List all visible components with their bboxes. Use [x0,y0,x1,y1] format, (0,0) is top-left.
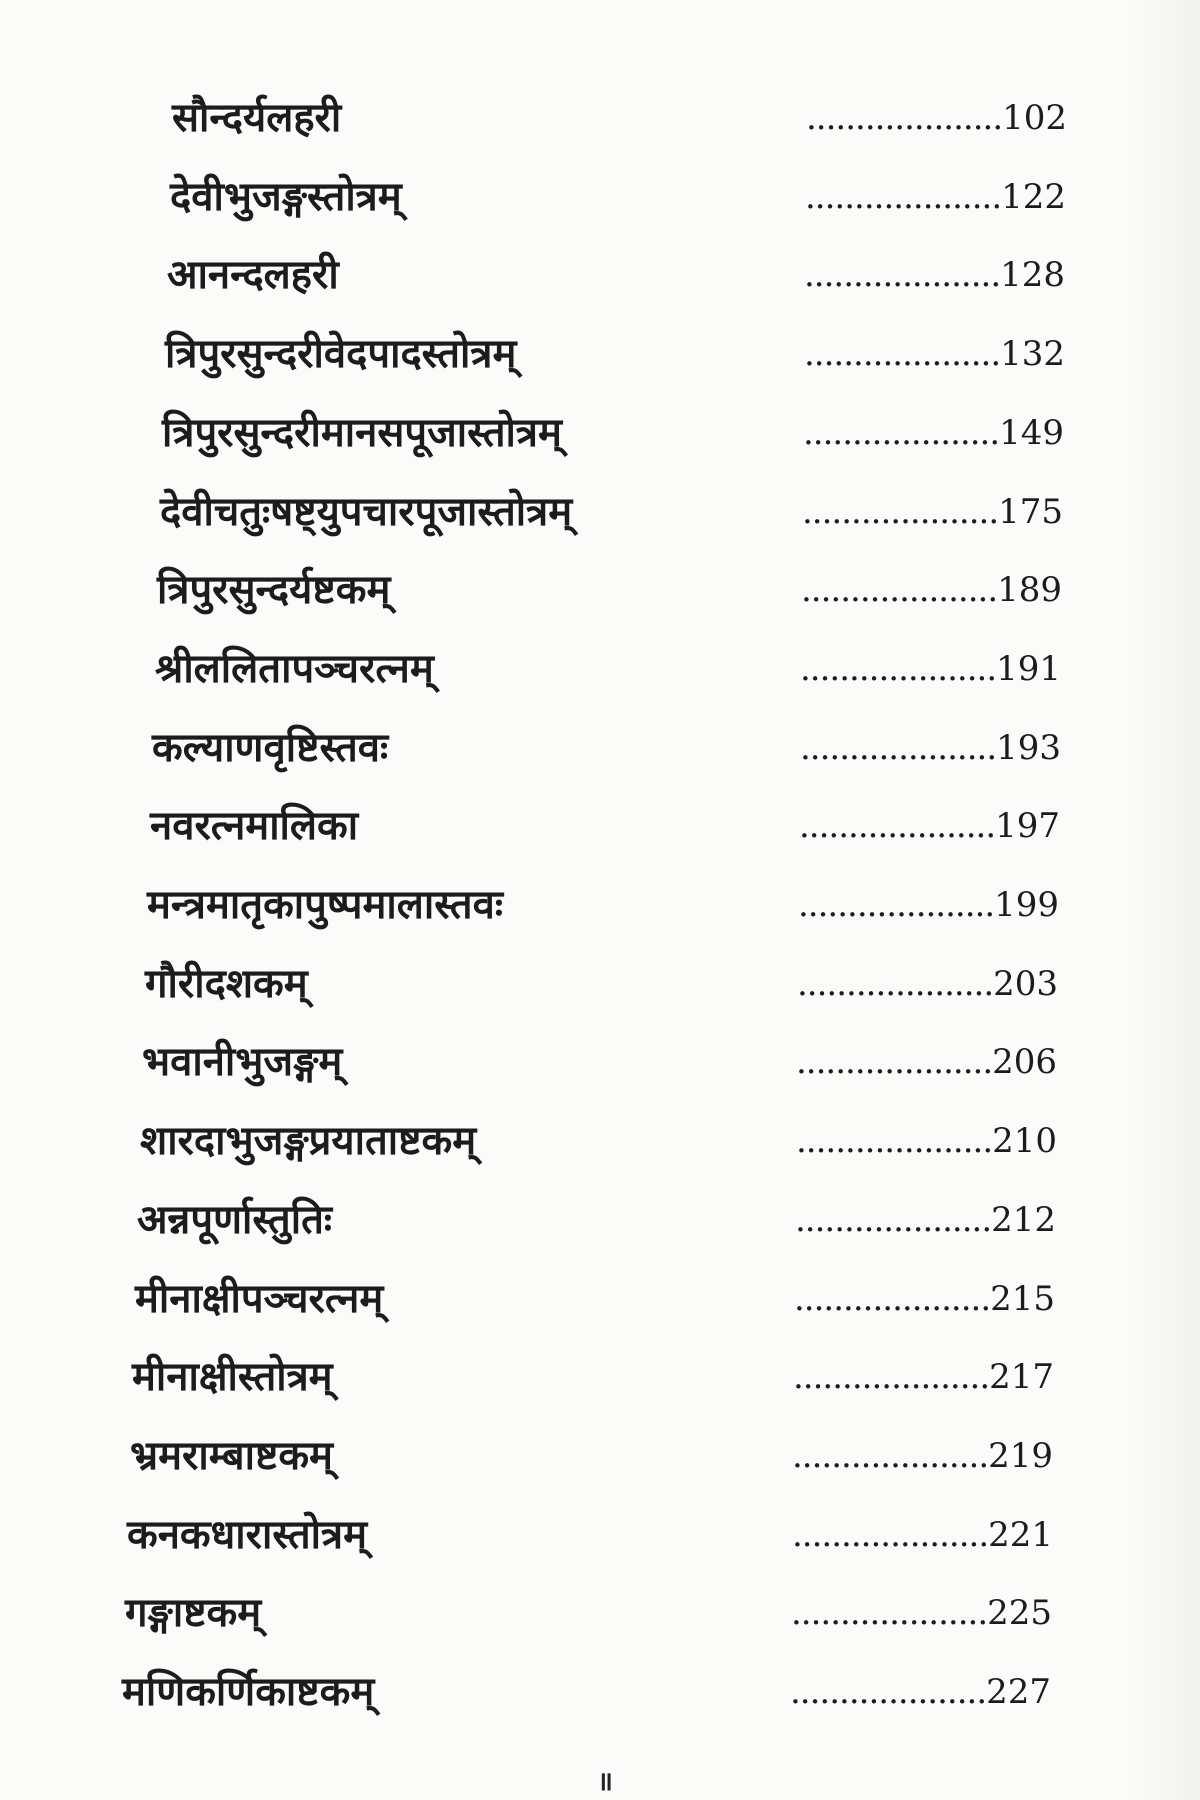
toc-entry-page-number: 215 [990,1279,1056,1319]
toc-entry-title: त्रिपुरसुन्दरीवेदपादस्तोत्रम् [165,330,517,377]
toc-entry-page-ref [791,1583,1052,1643]
toc-entry-title: मन्त्रमातृकापुष्पमालास्तवः [147,881,503,928]
toc-entry-page-number: 193 [996,728,1062,768]
toc-entry [0,1426,1200,1486]
toc-entry-leader-dots: .................... [804,334,1001,374]
toc-entry-title: त्रिपुरसुन्दरीमानसपूजास्तोत्रम् [162,409,562,456]
toc-entry-page-ref [796,1032,1057,1092]
toc-entry-leader-dots: .................... [796,1042,993,1082]
page-footer-mark: ॥ [597,1767,613,1797]
toc-entry-page-number: 149 [999,413,1065,453]
toc-entry [0,1583,1200,1643]
toc-entry-page-number: 227 [986,1672,1052,1712]
toc-entry-leader-dots: .................... [799,806,996,846]
toc-entry-leader-dots: .................... [803,413,1000,453]
toc-entry [0,639,1200,699]
toc-entry [0,1347,1200,1407]
toc-entry-title: कनकधारास्तोत्रम् [127,1511,368,1558]
toc-entry-page-ref [804,245,1065,305]
toc-entry-leader-dots: .................... [792,1436,989,1476]
page-edge-shadow [1130,0,1200,1800]
toc-entry-leader-dots: .................... [794,1279,991,1319]
toc-entry-title: सौन्दर्यलहरी [172,94,342,141]
toc-entry [0,1032,1200,1092]
toc-entry-page-ref [795,1190,1056,1250]
toc-entry-page-number: 191 [996,649,1062,689]
toc-entry-page-number: 102 [1002,98,1068,138]
toc-entry [0,718,1200,778]
toc-entry-page-ref [804,324,1065,384]
toc-entry-page-ref [801,560,1062,620]
toc-entry-page-number: 217 [989,1357,1055,1397]
toc-entry-page-number: 219 [988,1436,1054,1476]
toc-entry-page-ref [792,1505,1053,1565]
toc-entry-leader-dots: .................... [790,1672,987,1712]
toc-entry-title: आनन्दलहरी [167,251,339,298]
toc-entry-page-ref [798,875,1059,935]
toc-entry-leader-dots: .................... [805,177,1002,217]
toc-entry-page-number: 212 [991,1200,1057,1240]
toc-entry-title: भवानीभुजङ्गम् [142,1038,343,1085]
toc-entry-leader-dots: .................... [800,728,997,768]
toc-entry-page-ref [792,1426,1053,1486]
toc-entry [0,560,1200,620]
toc-entry-title: शारदाभुजङ्गप्रयाताष्टकम् [140,1117,477,1164]
toc-entry-title: देवीभुजङ्गस्तोत्रम् [170,173,402,220]
toc-entry-page-ref [805,167,1066,227]
toc-entry-page-number: 206 [992,1042,1058,1082]
toc-entry-leader-dots: .................... [792,1515,989,1555]
toc-entry-page-number: 197 [995,806,1061,846]
toc-entry-leader-dots: .................... [795,1200,992,1240]
toc-entry-title: भ्रमराम्बाष्टकम् [130,1432,333,1479]
toc-entry [0,167,1200,227]
toc-entry-leader-dots: .................... [796,1121,993,1161]
toc-entry-page-ref [806,88,1067,148]
toc-entry-page-ref [797,954,1058,1014]
toc-entry-title: गङ्गाष्टकम् [125,1589,262,1636]
toc-entry-page-ref [796,1111,1057,1171]
toc-entry-page-number: 132 [1000,334,1066,374]
toc-entry-title: नवरत्नमालिका [150,802,359,849]
toc-entry [0,954,1200,1014]
toc-entry [0,403,1200,463]
toc-entry-page-ref [802,482,1063,542]
toc-entry [0,245,1200,305]
toc-entry-page-ref [800,639,1061,699]
toc-entry-title: देवीचतुःषष्ट्युपचारपूजास्तोत्रम् [160,488,573,535]
toc-entry [0,1505,1200,1565]
toc-entry [0,1662,1200,1722]
toc-entry [0,1190,1200,1250]
toc-entry-page-ref [790,1662,1051,1722]
toc-entry-leader-dots: .................... [804,255,1001,295]
toc-entry-title: मीनाक्षीपञ्चरत्नम् [135,1275,384,1322]
toc-entry-page-number: 122 [1001,177,1067,217]
toc-entry-leader-dots: .................... [806,98,1003,138]
toc-entry-page-ref [793,1347,1054,1407]
toc-entry [0,482,1200,542]
toc-entry-title: गौरीदशकम् [145,960,308,1007]
toc-entry-title: कल्याणवृष्टिस्तवः [152,724,389,771]
toc-entry-leader-dots: .................... [801,570,998,610]
toc-entry-page-number: 175 [998,492,1064,532]
toc-entry [0,88,1200,148]
toc-entry-page-number: 210 [992,1121,1058,1161]
toc-entry [0,875,1200,935]
toc-entry-leader-dots: .................... [800,649,997,689]
toc-entry-page-number: 225 [987,1593,1053,1633]
toc-entry [0,1269,1200,1329]
toc-entry-page-ref [800,718,1061,778]
toc-entry-leader-dots: .................... [793,1357,990,1397]
toc-entry-title: मीनाक्षीस्तोत्रम् [132,1353,333,1400]
toc-entry-leader-dots: .................... [797,964,994,1004]
toc-entry-page-ref [794,1269,1055,1329]
toc-entry-title: अन्नपूर्णास्तुतिः [137,1196,332,1243]
toc-entry-page-ref [803,403,1064,463]
toc-entry-title: त्रिपुरसुन्दर्यष्टकम् [157,566,391,613]
toc-entry [0,1111,1200,1171]
toc-entry-page-number: 221 [988,1515,1054,1555]
toc-entry-leader-dots: .................... [798,885,995,925]
toc-entry-title: मणिकर्णिकाष्टकम् [122,1668,375,1715]
toc-entry-page-number: 128 [1000,255,1066,295]
toc-entry-page-ref [799,796,1060,856]
toc-entry-page-number: 189 [997,570,1063,610]
toc-entry [0,796,1200,856]
toc-entry-leader-dots: .................... [791,1593,988,1633]
toc-entry-page-number: 203 [993,964,1059,1004]
toc-entry-leader-dots: .................... [802,492,999,532]
toc-entry [0,324,1200,384]
toc-entry-title: श्रीललितापञ्चरत्नम् [155,645,434,692]
toc-entry-page-number: 199 [994,885,1060,925]
